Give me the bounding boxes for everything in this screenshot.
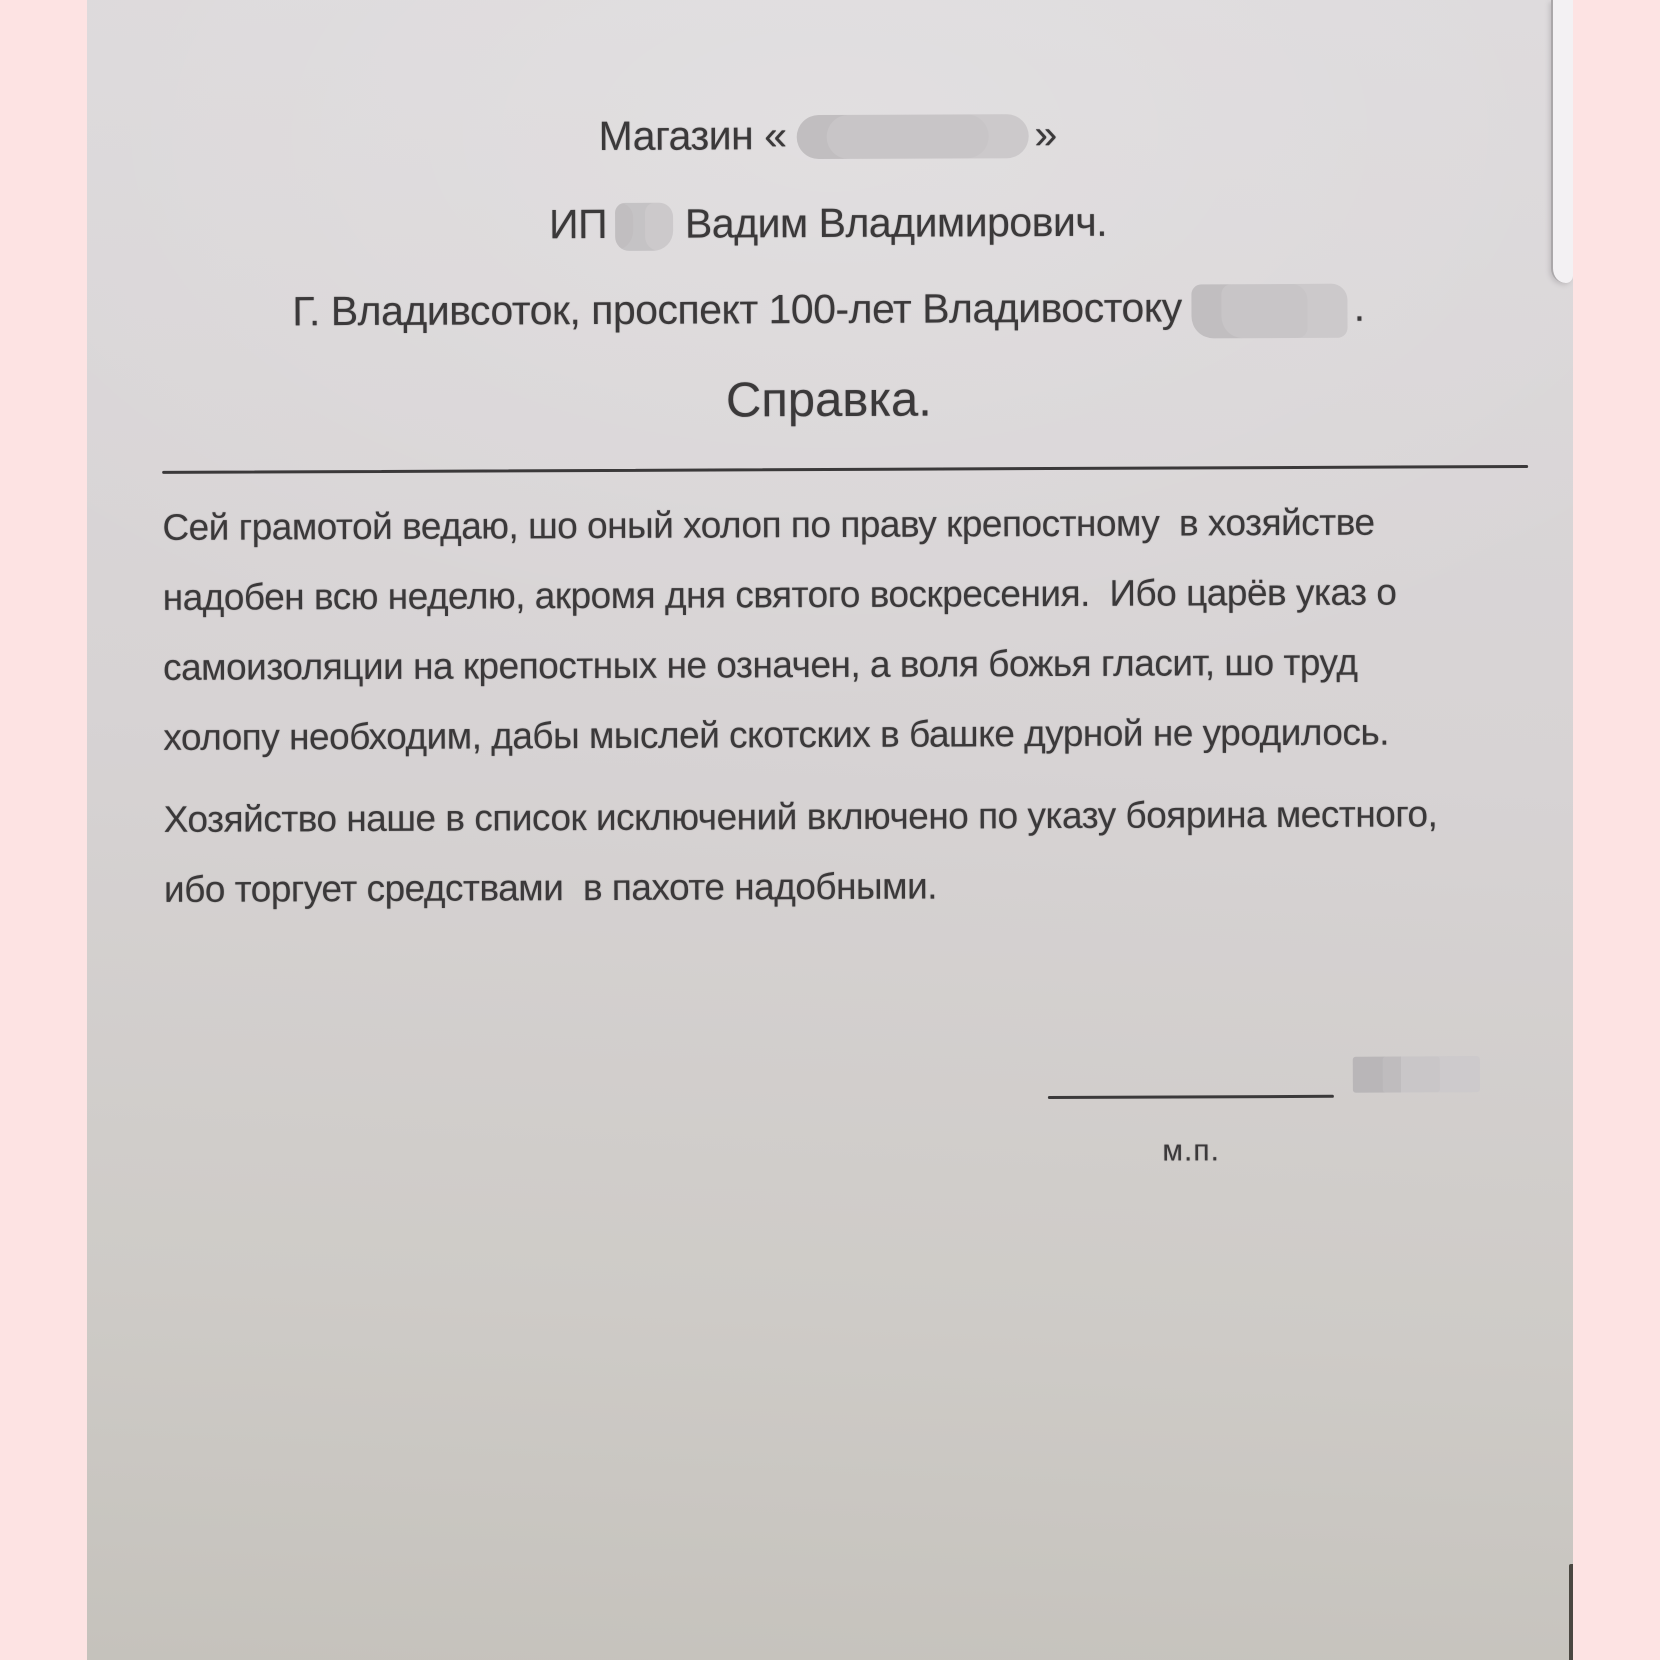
- document-title: Справка.: [725, 372, 932, 428]
- body-line: Хозяйство наше в список исключений включено по указу боярина местного,: [163, 793, 1438, 840]
- body-line: холопу необходим, дабы мыслей скотских в башке дурной не уродилось.: [163, 711, 1390, 758]
- ip-label: ИП: [548, 200, 608, 248]
- body-paragraph: [164, 779, 1535, 925]
- body-line: ибо торгует средствами в пахоте надобными.: [163, 865, 938, 910]
- header-address-line: [87, 283, 1572, 343]
- body-line: надобен всю неделю, акромя дня святого воскресения. Ибо царёв указ о: [162, 571, 1397, 618]
- body-paragraph: [162, 487, 1533, 773]
- title-underline-rule: [162, 465, 1528, 474]
- stamp-place-label: м.п.: [1162, 1134, 1220, 1168]
- redaction-shop-name: [796, 114, 1028, 159]
- document-photo: [87, 0, 1573, 1660]
- document-content: [87, 0, 1573, 1660]
- address-text: Г. Владивсоток, проспект 100-лет Владивостоку: [292, 284, 1182, 335]
- body-line: самоизоляции на крепостных не означен, а воля божья гласит, шо труд: [162, 641, 1358, 688]
- ip-name: Вадим Владимирович.: [684, 198, 1108, 247]
- document-body: [162, 487, 1534, 925]
- redaction-street-number: [1192, 284, 1348, 339]
- signature-line: [1048, 1095, 1334, 1099]
- address-period: .: [1353, 283, 1365, 330]
- redaction-signature-name: [1353, 1056, 1480, 1093]
- shop-closing-quote: »: [1034, 111, 1057, 158]
- header-shop-line: [87, 109, 1571, 162]
- shop-label: Магазин «: [598, 112, 787, 160]
- header-ip-line: [87, 197, 1571, 253]
- redaction-surname: [615, 203, 673, 251]
- body-line: Сей грамотой ведаю, шо оный холоп по праву крепостному в хозяйстве: [162, 501, 1375, 548]
